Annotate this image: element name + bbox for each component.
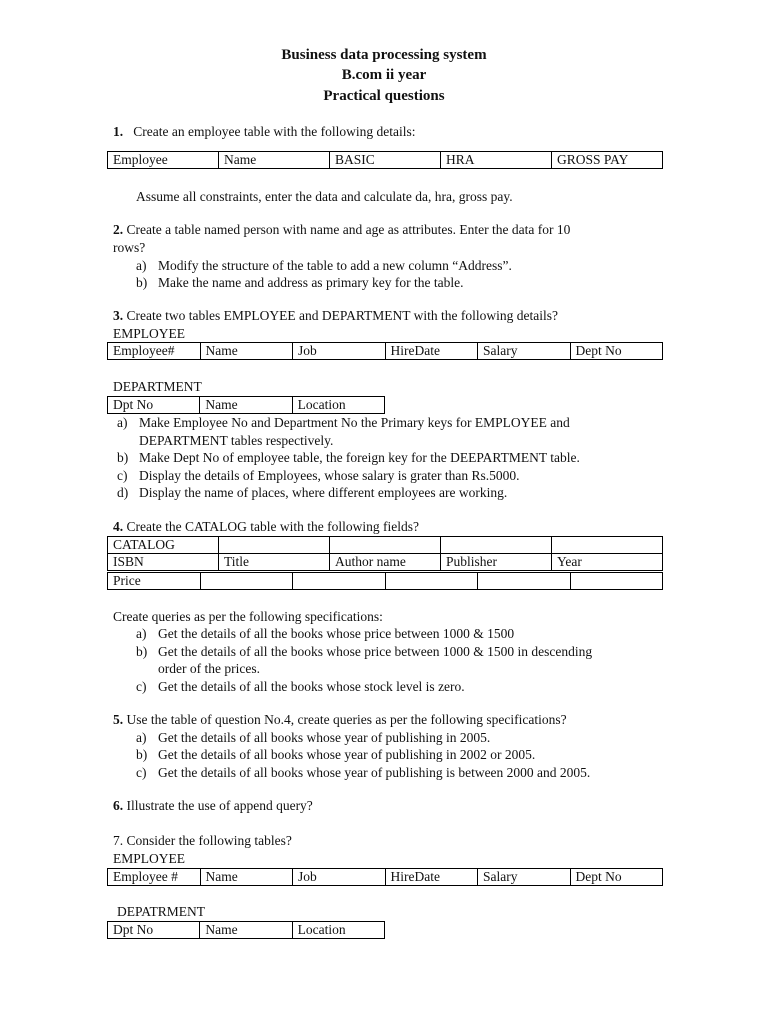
table-cell <box>552 537 663 554</box>
question-number: 7 <box>113 833 120 848</box>
employee-table <box>107 342 663 360</box>
table-cell: ISBN <box>108 554 219 571</box>
question-number: 5. <box>113 712 124 727</box>
table-cell: Employee # <box>108 869 201 886</box>
question-text: Create two tables EMPLOYEE and DEPARTMENT with the following details? <box>123 308 559 323</box>
table-cell: Employee <box>108 152 219 169</box>
doc-subtitle: B.com ii year <box>341 67 427 83</box>
table-cell: Author name <box>330 554 441 571</box>
table-row <box>108 537 663 554</box>
document-page: Business data processing system B.com ii year Practical questions 1. Create an employee table with the following details: Employee Name BASIC HRA GROSS PAY Assume all constraints, enter the data and calculate da, hra, gross pay. 2. Create a table named person with name and age as attributes. Enter the data for 10 rows? a) Modify the structure of the table to add a new column “Address”. b) Make the name and address as primary key for the table. 3. Create two tables EMPLOYEE and DEPARTMENT with the following details? EMPLOYEE Employee# Name Job HireDate Salary Dept No DEPARTMENT Dpt No Name Location a) Make Employee No and Department No the Primary keys for EMPLOYEE and DEPARTMENT tables respectively. b) Make Dept No of employee table, the foreign key for the DEEPARTMENT table. c) Display the details of Employees, whose salary is grater than Rs.5000. d) Display the name of places, where different employees are working. 4. Create the CATALOG table with the following fields? CATALOG ISBN Title Author name Publisher Year Price Create queries as per the following specifications: a) Get the details of all the books whose price between 1000 & 1500 b) Get the details of all the books whose price between 1000 & 1500 in descending order of the prices. c) Get the details of all the books whose stock level is zero. 5. Use the table of question No.4, create queries as per the following specifications? a) Get the details of all books whose year of publishing in 2005. b) Get the details of all books whose year of publishing in 2002 or 2005. c) Get the details of all books whose year of publishing is between 2000 and 2005. 6. Illustrate the use of append query? 7. Consider the following tables? EMPLOYEE Employee # Name Job HireDate Salary Dept No DEPATRMENT Dpt No Name Location <box>0 0 768 1024</box>
table-cell: Salary <box>478 869 571 886</box>
table-cell: Dept No <box>570 869 663 886</box>
question-text: Create the CATALOG table with the following fields? <box>123 519 419 534</box>
question-5 <box>113 711 567 729</box>
catalog-table <box>107 536 663 571</box>
question-number: 1. <box>113 124 124 139</box>
department-table <box>107 921 385 939</box>
table-row <box>108 152 663 169</box>
table-cell: HireDate <box>385 343 478 360</box>
question-text: . Consider the following tables? <box>119 833 292 848</box>
table-cell: Year <box>552 554 663 571</box>
table-cell: Name <box>200 922 292 939</box>
table-row <box>108 343 663 360</box>
table-cell: Name <box>200 869 293 886</box>
table-row <box>108 554 663 571</box>
table-cell: Job <box>293 869 386 886</box>
table-label: EMPLOYEE <box>113 851 185 866</box>
table-cell: Salary <box>478 343 571 360</box>
table-cell: Name <box>200 397 292 414</box>
table-cell <box>200 573 293 590</box>
question-3 <box>113 307 558 325</box>
table-cell: Publisher <box>441 554 552 571</box>
table-row <box>108 573 663 590</box>
table-cell: Dpt No <box>108 397 200 414</box>
table-cell: CATALOG <box>108 537 219 554</box>
question-2 <box>113 221 570 239</box>
table-row <box>108 922 385 939</box>
table-cell: Name <box>200 343 293 360</box>
table-cell: GROSS PAY <box>552 152 663 169</box>
table-cell <box>293 573 386 590</box>
table-label: DEPARTMENT <box>113 379 202 394</box>
question-text: Create a table named person with name and age as attributes. Enter the data for 10 <box>123 222 571 237</box>
question-number: 3. <box>113 308 124 323</box>
table-cell: Employee# <box>108 343 201 360</box>
table-row <box>108 397 385 414</box>
question-4 <box>113 518 419 536</box>
queries-intro: Create queries as per the following specifications: <box>113 609 383 624</box>
question-number: 2. <box>113 222 124 237</box>
employee-table <box>107 868 663 886</box>
table-cell: Dpt No <box>108 922 200 939</box>
question-number: 6. <box>113 798 124 813</box>
employee-table <box>107 151 663 169</box>
department-table <box>107 396 385 414</box>
table-cell <box>478 573 571 590</box>
question-text: Create an employee table with the following details: <box>133 124 416 139</box>
table-cell <box>330 537 441 554</box>
table-cell: Name <box>219 152 330 169</box>
catalog-table-price-row <box>107 572 663 590</box>
table-cell <box>441 537 552 554</box>
q1-note: Assume all constraints, enter the data and calculate da, hra, gross pay. <box>136 189 513 204</box>
doc-title: Business data processing system <box>281 47 487 63</box>
table-cell: HireDate <box>385 869 478 886</box>
table-label: DEPATRMENT <box>117 904 206 919</box>
table-label: EMPLOYEE <box>113 326 185 341</box>
table-cell: BASIC <box>330 152 441 169</box>
question-1 <box>113 123 416 141</box>
question-text: Illustrate the use of append query? <box>123 798 313 813</box>
table-cell: Job <box>293 343 386 360</box>
table-cell: Price <box>108 573 201 590</box>
table-cell: Title <box>219 554 330 571</box>
question-6 <box>113 797 313 815</box>
table-cell <box>570 573 663 590</box>
table-row <box>108 869 663 886</box>
table-cell: Dept No <box>570 343 663 360</box>
table-cell: Location <box>292 922 384 939</box>
question-number: 4. <box>113 519 124 534</box>
table-cell: Location <box>292 397 384 414</box>
table-cell <box>385 573 478 590</box>
doc-heading: Practical questions <box>323 88 445 104</box>
question-7 <box>113 832 292 850</box>
table-cell: HRA <box>441 152 552 169</box>
question-text: Use the table of question No.4, create queries as per the following specifications? <box>123 712 567 727</box>
table-cell <box>219 537 330 554</box>
question-text-cont: rows? <box>113 240 146 255</box>
